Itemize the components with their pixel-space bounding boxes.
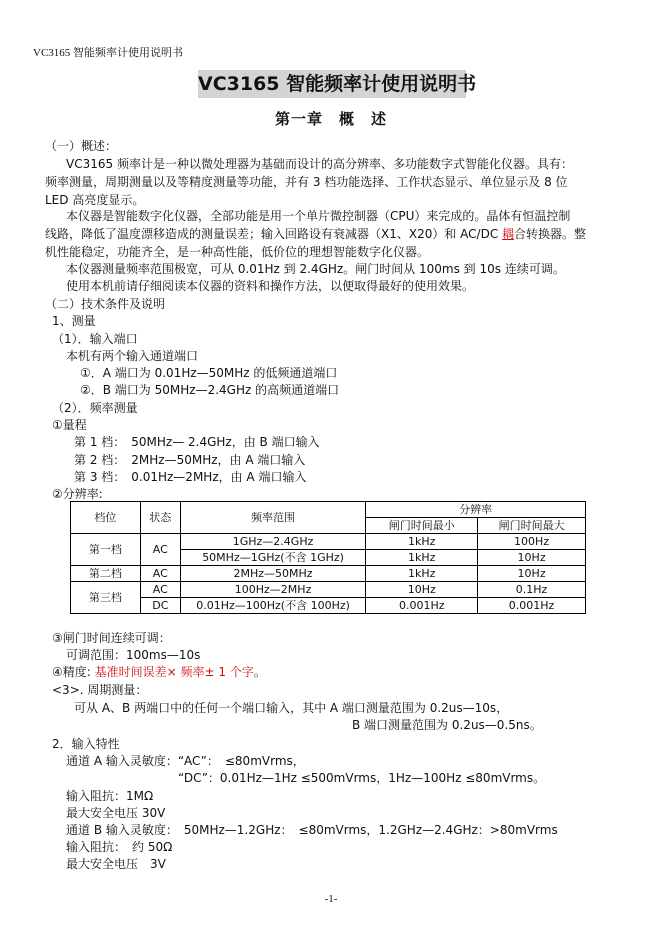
accuracy-line: ④精度: 基准时间误差× 频率± 1 个字。 [52,665,266,679]
range-cell: 1GHz—2.4GHz [180,534,366,550]
section-1-heading: （一）概述： [45,139,118,153]
period-heading: <3>. 周期测量： [52,683,148,697]
max-cell: 100Hz [478,534,586,550]
period-line-2: B 端口测量范围为 0.2us—0.5ns。 [352,718,542,732]
table-row [71,534,586,550]
period-line-1: 可从 A、B 两端口中的任何一个端口输入，其中 A 端口测量范围为 0.2us—10s， [74,701,509,715]
table-row [71,598,586,614]
channel-b-impedance: 输入阻抗： 约 50Ω [66,840,173,854]
page-number: -1- [324,893,338,905]
gear-cell: 第二档 [71,566,141,582]
paragraph-4: 使用本机前请仔细阅读本仪器的资料和操作方法，以便取得最好的使用效果。 [66,279,475,293]
input-port-heading: （1）．输入端口 [52,332,138,346]
port-a-text: ①．A 端口为 0.01Hz—50MHz 的低频通道端口 [80,366,338,380]
header-gate-min: 闸门时间最小 [366,518,478,534]
measure-heading: 1、测量 [52,314,96,328]
table-row [71,582,586,598]
min-cell: 1kHz [366,550,478,566]
gate-heading: ③闸门时间连续可调： [52,631,171,645]
range-cell: 2MHz—50MHz [180,566,366,582]
accuracy-value: 基准时间误差× 频率± 1 个字 [94,665,254,679]
chapter-title: 第一章 概 述 [274,110,387,128]
max-cell: 10Hz [478,566,586,582]
state-cell: AC [140,534,180,566]
paragraph-1-line-3: LED 高亮度显示。 [45,193,145,207]
channel-a-impedance: 输入阻抗：1MΩ [66,789,154,803]
header-gear: 档位 [71,502,141,534]
range-cell: 100Hz—2MHz [180,582,366,598]
port-b-text: ②．B 端口为 50MHz—2.4GHz 的高频通道端口 [80,383,340,397]
state-cell: AC [140,566,180,582]
range-item: 第 1 档： 50MHz— 2.4GHz，由 B 端口输入 [74,435,320,449]
header-resolution: 分辨率 [366,502,586,518]
max-cell: 0.1Hz [478,582,586,598]
paragraph-3: 本仪器测量频率范围极宽，可从 0.01Hz 到 2.4GHz。闸门时间从 100ms 到 10s 连续可调。 [66,262,565,276]
running-header: VC3165 智能频率计使用说明书 [33,47,184,59]
header-range: 频率范围 [180,502,366,534]
gate-range: 可调范围：100ms—10s [66,648,201,662]
header-gate-max: 闸门时间最大 [478,518,586,534]
max-cell: 0.001Hz [478,598,586,614]
document-title: VC3165 智能频率计使用说明书 [198,70,466,98]
channel-a-max-voltage: 最大安全电压 30V [66,806,166,820]
paragraph-2-line-1: 本仪器是智能数字化仪器，全部功能是用一个单片微控制器（CPU）来完成的。晶体有恒温控制 [66,209,571,223]
table-row [71,566,586,582]
range-heading: ①量程 [52,418,87,432]
freq-measure-heading: （2）．频率测量 [52,401,138,415]
paragraph-1-line-2: 频率测量，周期测量以及等精度测量等功能，并有 3 档功能选择、工作状态显示、单位显示及 8 位 [45,175,568,189]
range-cell: 0.01Hz—100Hz(不含 100Hz) [180,598,366,614]
state-cell: DC [140,598,180,614]
section-2-heading: （二）技术条件及说明 [45,297,166,311]
range-item: 第 3 档： 0.01Hz—2MHz，由 A 端口输入 [74,470,307,484]
header-state: 状态 [140,502,180,534]
range-item: 第 2 档： 2MHz—50MHz，由 A 端口输入 [74,453,306,467]
gear-cell: 第一档 [71,534,141,566]
resolution-heading: ②分辨率: [52,487,103,501]
state-cell: AC [140,582,180,598]
highlighted-char: 耦 [502,227,515,241]
max-cell: 10Hz [478,550,586,566]
range-cell: 50MHz—1GHz(不含 1GHz) [180,550,366,566]
min-cell: 1kHz [366,566,478,582]
min-cell: 10Hz [366,582,478,598]
paragraph-2-line-3: 机性能稳定，功能齐全，是一种高性能，低价位的理想智能数字化仪器。 [45,245,430,259]
resolution-table [70,501,586,614]
min-cell: 1kHz [366,534,478,550]
input-spec-heading: 2．输入特性 [52,737,120,751]
paragraph-1-line-1: VC3165 频率计是一种以微处理器为基础而设计的高分辨率、多功能数字式智能化仪器。具有： [66,157,573,171]
channel-a-sensitivity: 通道 A 输入灵敏度：“AC”： ≤80mVrms， [66,754,305,768]
min-cell: 0.001Hz [366,598,478,614]
channel-b-sensitivity: 通道 B 输入灵敏度： 50MHz—1.2GHz： ≤80mVrms，1.2GHz—2.4GHz：>80mVrms [66,823,558,837]
channel-a-dc: “DC”：0.01Hz—1Hz ≤500mVrms，1Hz—100Hz ≤80mVrms。 [178,771,546,785]
channel-b-max-voltage: 最大安全电压 3V [66,857,166,871]
gear-cell: 第三档 [71,582,141,614]
input-port-text: 本机有两个输入通道端口 [66,349,199,363]
paragraph-2-line-2: 线路，降低了温度漂移造成的测量误差；输入回路设有衰减器（X1、X20）和 AC/DC 耦合转换器。整 [45,227,587,241]
